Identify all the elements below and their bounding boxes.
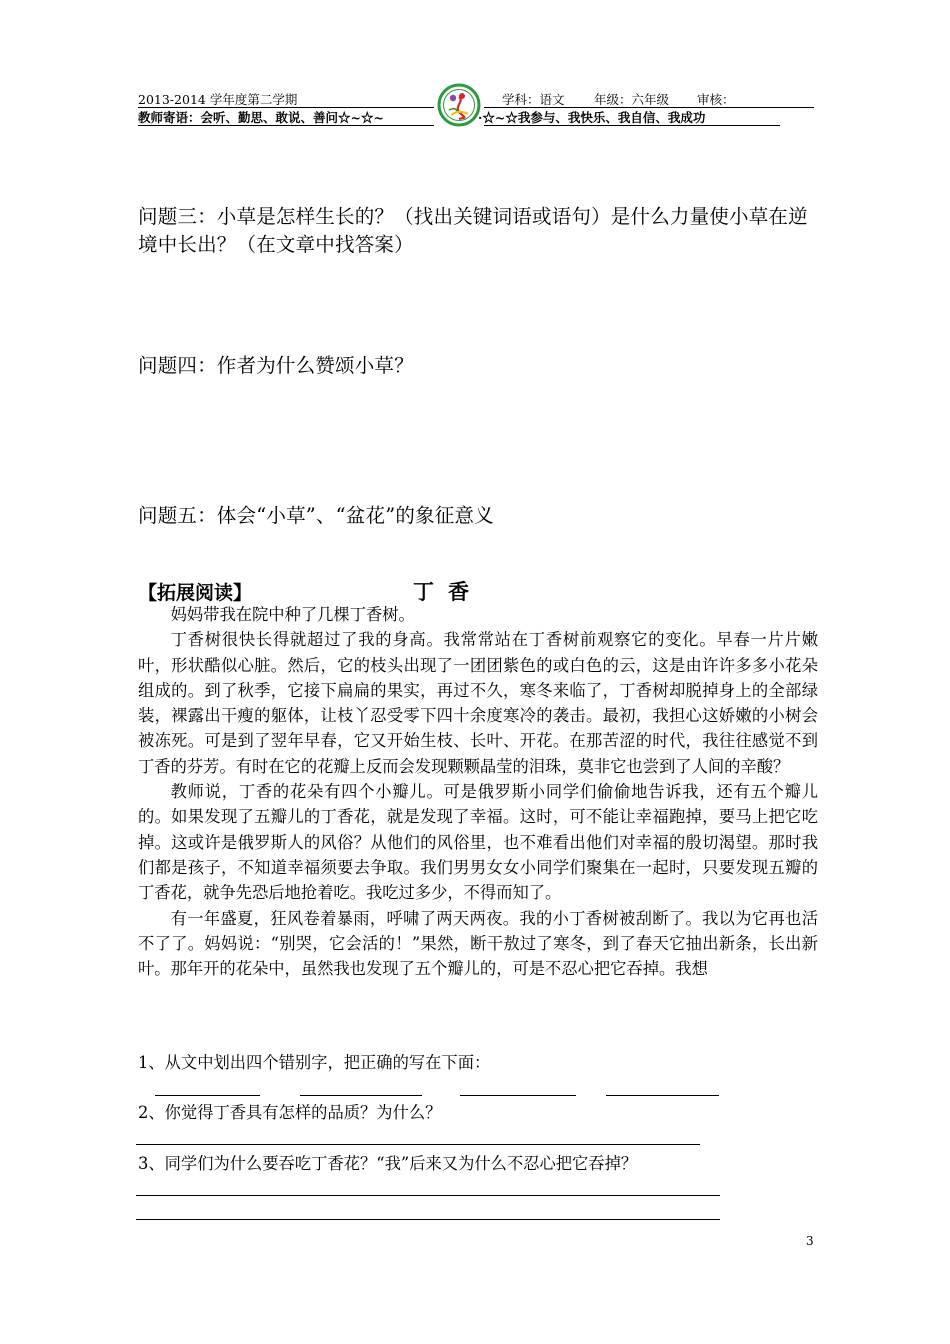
question-five: 问题五：体会“小草”、“盆花”的象征意义 bbox=[138, 504, 494, 527]
answer-line[interactable] bbox=[136, 1144, 700, 1145]
page-number: 3 bbox=[806, 1234, 814, 1248]
answer-blank[interactable] bbox=[300, 1095, 422, 1096]
header-rule-left-1 bbox=[138, 107, 434, 108]
answer-line[interactable] bbox=[136, 1219, 720, 1220]
article-paragraph: 丁香树很快长得就超过了我的身高。我常常站在丁香树前观察它的变化。早春一片片嫩叶，形状酷似心脏。然后，它的枝头出现了一团团紫色的或白色的云，这是由许许多多小花朵组成的。到了秋季，它接下扁扁的果实，再过不久，寒冬来临了，丁香树却脱掉身上的全部绿装，裸露出干瘦的躯体，让枝丫忍受零下四十余度寒冷的袭击。最初，我担心这娇嫩的小树会被冻死。可是到了翌年早春，它又开始生枝、长叶、开花。在那苦涩的时代，我往往感觉不到丁香的芬芳。有时在它的花瓣上反而会发现颗颗晶莹的泪珠，莫非它也尝到了人间的辛酸？ bbox=[138, 630, 818, 776]
subject-label: 学科：语文 bbox=[502, 92, 565, 107]
teacher-motto-right: ·☆~☆我参与、我快乐、我自信、我成功 bbox=[478, 110, 706, 125]
teacher-motto-left: 教师寄语：会听、勤思、敢说、善问☆~☆~ bbox=[138, 110, 384, 125]
header-rule-right-2 bbox=[484, 125, 780, 126]
exercise-one: 1、从文中划出四个错别字，把正确的写在下面： bbox=[138, 1053, 491, 1072]
school-logo-icon bbox=[437, 83, 481, 127]
article-paragraph: 教师说，丁香的花朵有四个小瓣儿。可是俄罗斯小同学们偷偷地告诉我，还有五个瓣儿的。如果发现了五瓣儿的丁香花，就是发现了幸福。这时，可不能让幸福跑掉，要马上把它吃掉。这或许是俄罗斯人的风俗？从他们的风俗里，也不难看出他们对幸福的殷切渴望。那时我们都是孩子，不知道幸福须要去争取。我们男男女女小同学们聚集在一起时，只要发现五瓣的丁香花，就争先恐后地抢着吃。我吃过多少，不得而知了。 bbox=[138, 782, 818, 903]
article-paragraph: 妈妈带我在院中种了几棵丁香树。 bbox=[170, 605, 415, 624]
article-title: 丁香 bbox=[413, 580, 483, 604]
exercise-two: 2、你觉得丁香具有怎样的品质？为什么？ bbox=[138, 1103, 442, 1122]
term-label: 2013-2014 学年度第二学期 bbox=[138, 92, 298, 107]
answer-blank[interactable] bbox=[155, 1095, 260, 1096]
review-label: 审核： bbox=[697, 92, 735, 107]
answer-blank[interactable] bbox=[606, 1095, 719, 1096]
extended-reading-label: 【拓展阅读】 bbox=[138, 582, 253, 604]
answer-blank[interactable] bbox=[460, 1095, 576, 1096]
header-rule-right-1 bbox=[484, 107, 814, 108]
exercise-three: 3、同学们为什么要吞吃丁香花？“我”后来又为什么不忍心把它吞掉？ bbox=[138, 1154, 638, 1173]
question-three: 问题三：小草是怎样生长的？（找出关键词语或语句）是什么力量使小草在逆境中长出？（在文章中找答案） bbox=[138, 205, 808, 256]
article-body bbox=[138, 602, 818, 981]
question-four: 问题四：作者为什么赞颂小草？ bbox=[138, 354, 414, 377]
grade-label: 年级：六年级 bbox=[594, 92, 670, 107]
answer-line[interactable] bbox=[136, 1195, 720, 1196]
header-rule-left-2 bbox=[138, 125, 434, 126]
article-paragraph: 有一年盛夏，狂风卷着暴雨，呼啸了两天两夜。我的小丁香树被刮断了。我以为它再也活不了了。妈妈说：“别哭，它会活的！”果然，断干敖过了寒冬，到了春天它抽出新条，长出新叶。那年开的花朵中，虽然我也发现了五个瓣儿的，可是不忍心把它吞掉。我想 bbox=[138, 908, 818, 979]
